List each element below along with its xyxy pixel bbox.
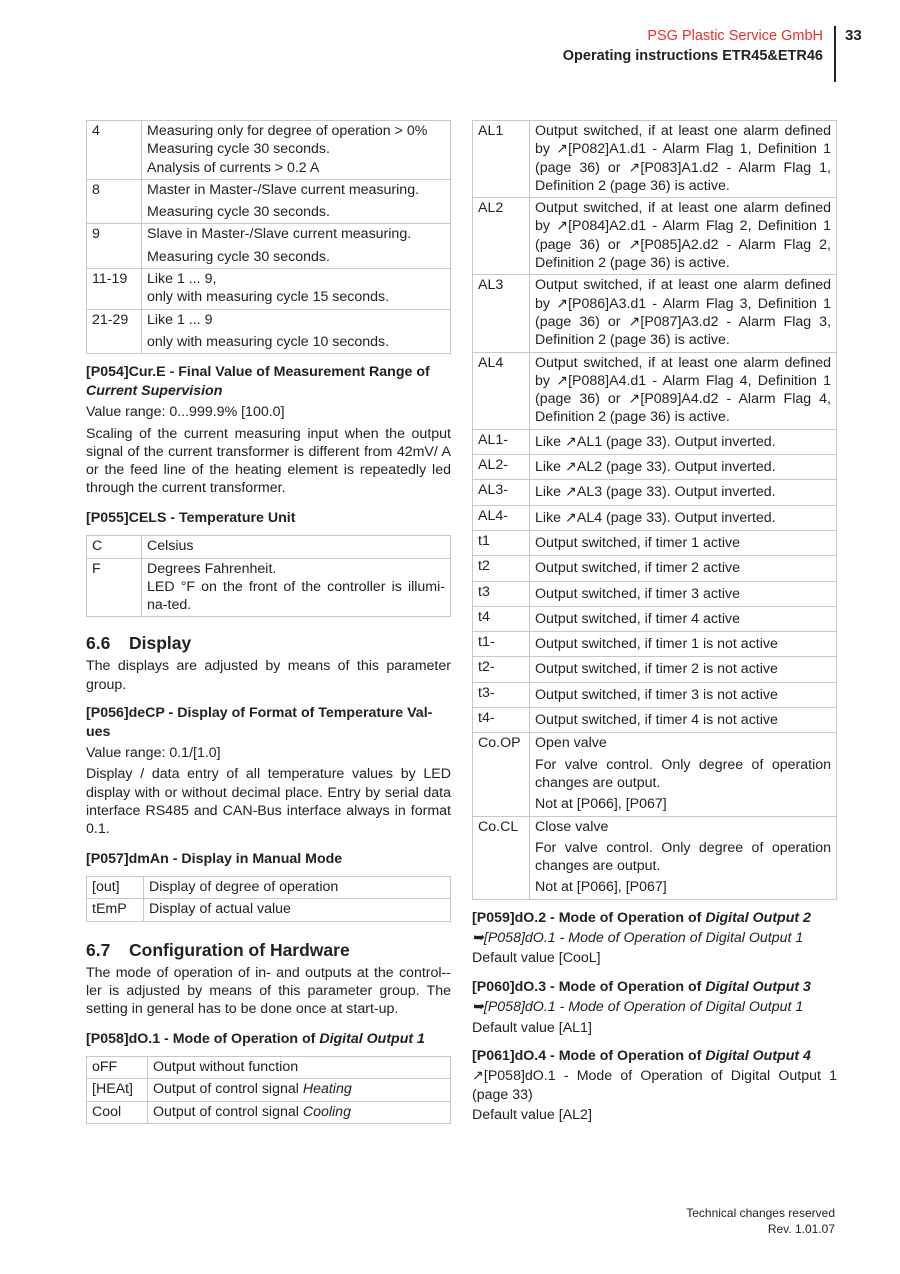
row-value: Output switched, if timer 1 is not active <box>530 632 837 657</box>
row-key: 21-29 <box>87 309 142 354</box>
parameter-heading-p054: [P054]Cur.E - Final Value of Measurement Range of Current Supervision <box>86 364 430 399</box>
table-row <box>473 352 837 429</box>
cross-reference-link[interactable]: ➥[P058]dO.1 - Mode of Operation of Digital Output 1 <box>472 930 804 947</box>
cross-reference-link[interactable]: ↗[P058]dO.1 - Mode of Operation of Digital Output 1 (page 33) <box>472 1068 837 1103</box>
row-value: Master in Master-/Slave current measuring. Measuring cycle 30 seconds. <box>142 179 451 224</box>
parameter-heading-p061: [P061]dO.4 - Mode of Operation of Digital Output 4 <box>472 1047 811 1064</box>
table-row <box>87 899 451 921</box>
row-key: 9 <box>87 224 142 269</box>
table-row <box>473 581 837 606</box>
table-row <box>473 505 837 530</box>
default-value: Default value [AL1] <box>472 1019 592 1036</box>
table-row <box>473 733 837 816</box>
row-key: t3- <box>473 682 530 707</box>
row-key: F <box>87 558 142 617</box>
parameter-heading-p057: [P057]dmAn - Display in Manual Mode <box>86 850 343 867</box>
row-value: Measuring only for degree of operation > 0% Measuring cycle 30 seconds. Analysis of currents > 0.2 A <box>142 121 451 180</box>
table-row <box>87 121 451 180</box>
row-value: Output switched, if timer 4 active <box>530 606 837 631</box>
row-key: t3 <box>473 581 530 606</box>
table-row <box>473 708 837 733</box>
table-row <box>87 558 451 617</box>
row-key: Cool <box>87 1101 148 1123</box>
row-value: Output switched, if timer 3 active <box>530 581 837 606</box>
row-value: Close valve For valve control. Only degree of operation changes are output. Not at [P066], [P067] <box>530 816 837 899</box>
table-row <box>473 632 837 657</box>
default-value: Default value [AL2] <box>472 1106 592 1123</box>
table-row <box>87 1079 451 1101</box>
row-value: Display of degree of operation <box>144 877 451 899</box>
row-value: Output switched, if timer 2 active <box>530 556 837 581</box>
row-key: AL4- <box>473 505 530 530</box>
row-value: Output switched, if at least one alarm defined by ↗[P086]A3.d1 - Alarm Flag 3, Definition 1 (page 36) or ↗[P087]A3.d2 - Alarm Flag 3, Definition 2 (page 36) is active. <box>530 275 837 352</box>
table-row <box>87 1057 451 1079</box>
cross-reference-link[interactable]: ➥[P058]dO.1 - Mode of Operation of Digital Output 1 <box>472 999 804 1016</box>
row-value: Like ↗AL3 (page 33). Output inverted. <box>530 480 837 505</box>
digital-output-1-mode-table <box>86 1056 451 1124</box>
row-value: Output of control signal Cooling <box>148 1101 451 1123</box>
parameter-heading-p058: [P058]dO.1 - Mode of Operation of Digital Output 1 <box>86 1030 425 1047</box>
row-key: [HEAt] <box>87 1079 148 1101</box>
table-row <box>87 309 451 354</box>
parameter-heading-p055: [P055]CELS - Temperature Unit <box>86 509 296 526</box>
parameter-description: Display / data entry of all temperature values by LED display with or without decimal place. Entry by serial data interface RS485 and CAN-Bus interface always in format 0.1. <box>86 766 451 838</box>
row-key: Co.CL <box>473 816 530 899</box>
row-value: Open valve For valve control. Only degree of operation changes are output. Not at [P066], [P067] <box>530 733 837 816</box>
current-measuring-mode-table <box>86 120 451 354</box>
table-row <box>87 536 451 558</box>
row-value: Like ↗AL2 (page 33). Output inverted. <box>530 455 837 480</box>
parameter-description: Scaling of the current measuring input when the output signal of the current transformer is different from 42mV/ A or the feed line of the heating element is repeatedly led through the current transformer. <box>86 425 451 497</box>
section-intro: The displays are adjusted by means of this parameter group. <box>86 658 451 693</box>
row-value: Celsius <box>142 536 451 558</box>
row-key: oFF <box>87 1057 148 1079</box>
table-row <box>87 877 451 899</box>
row-key: t1 <box>473 530 530 555</box>
row-value: Slave in Master-/Slave current measuring. Measuring cycle 30 seconds. <box>142 224 451 269</box>
row-key: AL1 <box>473 121 530 198</box>
row-value: Like ↗AL4 (page 33). Output inverted. <box>530 505 837 530</box>
table-row <box>473 530 837 555</box>
row-key: AL2- <box>473 455 530 480</box>
footer-notice: Technical changes reserved <box>686 1206 835 1220</box>
table-row <box>473 429 837 454</box>
table-row <box>473 682 837 707</box>
row-key: t4- <box>473 708 530 733</box>
row-key: AL1- <box>473 429 530 454</box>
row-key: Co.OP <box>473 733 530 816</box>
row-value: Like 1 ... 9, only with measuring cycle 15 seconds. <box>142 269 451 310</box>
row-key: t4 <box>473 606 530 631</box>
parameter-heading-p059: [P059]dO.2 - Mode of Operation of Digital Output 2 <box>472 909 811 926</box>
row-value: Output switched, if timer 3 is not active <box>530 682 837 707</box>
row-key: AL3 <box>473 275 530 352</box>
company-name: PSG Plastic Service GmbH <box>647 28 823 44</box>
revision-label: Rev. 1.01.07 <box>767 1222 835 1236</box>
table-row <box>473 556 837 581</box>
row-key: [out] <box>87 877 144 899</box>
row-value: Output switched, if timer 1 active <box>530 530 837 555</box>
row-key: AL3- <box>473 480 530 505</box>
row-key: AL2 <box>473 198 530 275</box>
table-row <box>473 606 837 631</box>
header-divider <box>834 26 836 82</box>
row-value: Output switched, if timer 2 is not active <box>530 657 837 682</box>
row-value: Output without function <box>148 1057 451 1079</box>
value-range: Value range: 0.1/[1.0] <box>86 745 221 762</box>
table-row <box>87 179 451 224</box>
manual-mode-display-table <box>86 876 451 922</box>
row-key: t2- <box>473 657 530 682</box>
row-value: Degrees Fahrenheit. LED °F on the front of the controller is illumi-na-ted. <box>142 558 451 617</box>
row-value: Output switched, if at least one alarm defined by ↗[P088]A4.d1 - Alarm Flag 4, Definition 1 (page 36) or ↗[P089]A4.d2 - Alarm Flag 4, Definition 2 (page 36) is active. <box>530 352 837 429</box>
row-key: tEmP <box>87 899 144 921</box>
table-row <box>473 275 837 352</box>
right-column <box>472 120 837 1124</box>
row-value: Display of actual value <box>144 899 451 921</box>
table-row <box>87 224 451 269</box>
row-key: 8 <box>87 179 142 224</box>
row-value: Like 1 ... 9 only with measuring cycle 10 seconds. <box>142 309 451 354</box>
page-footer <box>686 1205 835 1237</box>
table-row <box>87 269 451 310</box>
left-column <box>86 120 451 1124</box>
table-row <box>473 480 837 505</box>
row-key: t2 <box>473 556 530 581</box>
table-row <box>473 198 837 275</box>
parameter-heading-p056: [P056]deCP - Display of Format of Temperature Val-ues <box>86 705 433 740</box>
section-heading-6-6: 6.6 Display <box>86 633 192 654</box>
table-row <box>87 1101 451 1123</box>
document-title: Operating instructions ETR45&ETR46 <box>562 48 823 64</box>
row-key: 11-19 <box>87 269 142 310</box>
page-number: 33 <box>845 27 862 44</box>
parameter-heading-p060: [P060]dO.3 - Mode of Operation of Digital Output 3 <box>472 978 811 995</box>
table-row <box>473 455 837 480</box>
row-key: t1- <box>473 632 530 657</box>
row-value: Output switched, if at least one alarm defined by ↗[P082]A1.d1 - Alarm Flag 1, Definition 1 (page 36) or ↗[P083]A1.d2 - Alarm Flag 1, Definition 2 (page 36) is active. <box>530 121 837 198</box>
row-key: C <box>87 536 142 558</box>
digital-output-functions-table <box>472 120 837 900</box>
value-range: Value range: 0...999.9% [100.0] <box>86 404 285 421</box>
row-key: AL4 <box>473 352 530 429</box>
table-row <box>473 816 837 899</box>
section-heading-6-7: 6.7 Configuration of Hardware <box>86 939 350 960</box>
section-intro: The mode of operation of in- and outputs at the control--ler is adjusted by means of this parameter group. The setting in general has to be done once at start-up. <box>86 964 451 1018</box>
table-row <box>473 657 837 682</box>
row-value: Output of control signal Heating <box>148 1079 451 1101</box>
table-row <box>473 121 837 198</box>
default-value: Default value [CooL] <box>472 950 601 967</box>
row-key: 4 <box>87 121 142 180</box>
temperature-unit-table <box>86 535 451 617</box>
row-value: Output switched, if at least one alarm defined by ↗[P084]A2.d1 - Alarm Flag 2, Definition 1 (page 36) or ↗[P085]A2.d2 - Alarm Flag 2, Definition 2 (page 36) is active. <box>530 198 837 275</box>
row-value: Output switched, if timer 4 is not active <box>530 708 837 733</box>
row-value: Like ↗AL1 (page 33). Output inverted. <box>530 429 837 454</box>
